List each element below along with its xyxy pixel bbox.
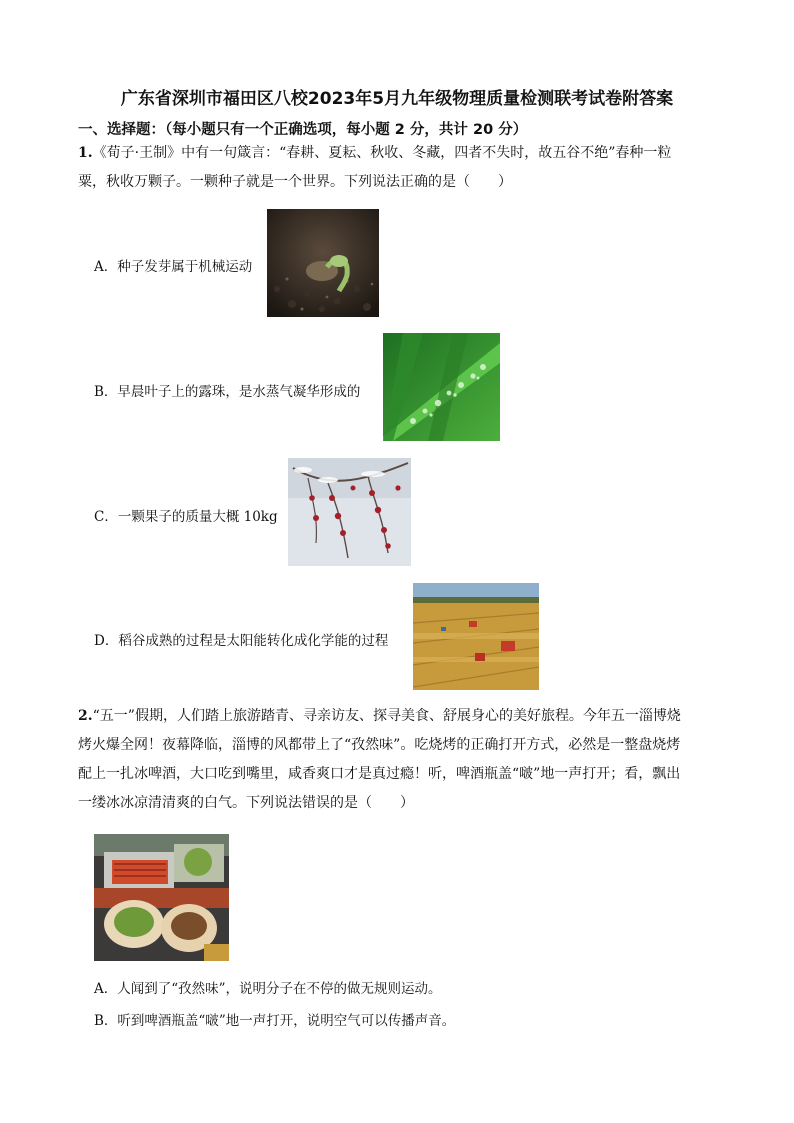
question-text-line: “五一”假期，人们踏上旅游踏青、寻亲访友、探寻美食、舒展身心的美好旅程。今年五一淄博烧 <box>92 708 681 724</box>
option-b: B．早晨叶子上的露珠，是水蒸气凝华形成的 <box>94 384 361 400</box>
rice-harvest-photo <box>413 583 539 690</box>
question-text-line: 烤火爆全网！夜幕降临，淄博的风都带上了“孜然味”。吃烧烤的正确打开方式，必然是一整盘烧烤 <box>78 737 681 753</box>
option-a: A．种子发芽属于机械运动 <box>94 259 253 275</box>
option-a: A．人闻到了“孜然味”，说明分子在不停的做无规则运动。 <box>94 981 442 997</box>
question-text-line: 配上一扎冰啤酒，大口吃到嘴里，咸香爽口才是真过瘾！听，啤酒瓶盖“啵”地一声打开；看，飘出 <box>78 766 681 782</box>
question-text-line: 一缕冰冰凉清清爽的白气。下列说法错误的是（ ） <box>78 795 414 811</box>
page-title: 广东省深圳市福田区八校2023年5月九年级物理质量检测联考试卷附答案 <box>120 89 674 109</box>
option-d: D．稻谷成熟的过程是太阳能转化成化学能的过程 <box>94 633 389 649</box>
question-number: 1. <box>78 145 93 161</box>
question-2-stem <box>78 702 718 818</box>
option-c: C．一颗果子的质量大概 10kg <box>94 509 278 525</box>
question-text-line: 粟，秋收万颗子。一颗种子就是一个世界。下列说法正确的是（ ） <box>78 174 512 190</box>
dew-on-leaf-photo <box>383 333 500 441</box>
option-b: B．听到啤酒瓶盖“啵”地一声打开，说明空气可以传播声音。 <box>94 1013 456 1029</box>
section-heading: 一、选择题：（每小题只有一个正确选项，每小题 2 分，共计 20 分） <box>78 122 528 138</box>
barbecue-food-photo <box>94 834 229 961</box>
seed-sprout-photo <box>267 209 379 317</box>
question-number: 2. <box>78 708 93 724</box>
question-text-line: 《荀子·王制》中有一句箴言：“春耕、夏耘、秋收、冬藏，四者不失时，故五谷不绝”春种一粒 <box>92 145 672 161</box>
snowy-berries-photo <box>288 458 411 566</box>
question-1-stem <box>78 139 718 197</box>
